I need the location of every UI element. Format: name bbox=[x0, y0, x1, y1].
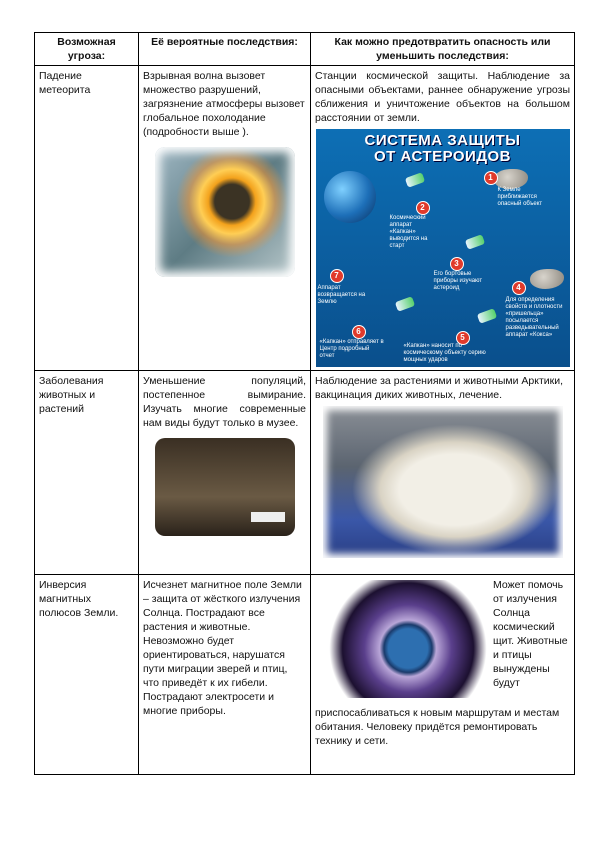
table-row bbox=[35, 371, 575, 575]
step-number: 1 bbox=[484, 171, 498, 185]
spacecraft-icon bbox=[476, 308, 496, 324]
header-threat: Возможная угроза: bbox=[35, 33, 139, 66]
prevention-cell bbox=[311, 575, 575, 775]
step-caption: «Капкан» отправляет в Центр подробный отчет bbox=[319, 339, 384, 359]
prevention-side-text: Может помочь от излучения Солнца космический щит. Животные и птицы вынуждены будут bbox=[493, 579, 568, 689]
prevention-text: Наблюдение за растениями и животными Арктики, вакцинация диких животных, лечение. bbox=[315, 375, 564, 401]
asteroid-defense-poster bbox=[316, 129, 570, 367]
table-row bbox=[35, 66, 575, 371]
threat-text: Заболевания животных и растений bbox=[39, 375, 104, 415]
spacecraft-icon bbox=[404, 172, 424, 188]
step-caption: К Земле приближается опасный объект bbox=[497, 187, 543, 207]
threats-table bbox=[34, 32, 575, 775]
consequences-text: Исчезнет магнитное поле Земли – защита от жёсткого излучения Солнца. Пострадают все растения и животные. Невозможно будет ориентироваться, нарушатся пути миграции зверей и птиц, что приведёт к их гибели. Пострадают электросети и многие приборы. bbox=[143, 579, 302, 717]
spacecraft-icon bbox=[394, 296, 414, 312]
step-number: 2 bbox=[416, 201, 430, 215]
consequences-text: Уменьшение популяций, постепенное вымирание. Изучать многие современные нам виды будут только в музее. bbox=[143, 375, 306, 429]
step-number: 7 bbox=[330, 269, 344, 283]
poster-title: СИСТЕМА ЗАЩИТЫ ОТ АСТЕРОИДОВ bbox=[364, 132, 521, 165]
prevention-cell bbox=[311, 66, 575, 371]
prevention-text: Станции космической защиты. Наблюдение за опасными объектами, раннее обнаружение угрозы сближения и уничтожение объектов на большом расстоянии от земли. bbox=[315, 70, 570, 124]
meteorite-image bbox=[155, 147, 295, 277]
step-caption: Космический аппарат «Капкан» выводится на старт bbox=[389, 215, 428, 249]
header-consequences: Её вероятные последствия: bbox=[139, 33, 311, 66]
consequences-text: Взрывная волна вызовет множество разрушений, загрязнение атмосферы вызовет глобальное похолодание (подробности выше ). bbox=[143, 70, 305, 138]
threat-cell bbox=[35, 575, 139, 775]
magnetic-field-earth-image bbox=[323, 580, 493, 698]
consequences-cell bbox=[139, 66, 311, 371]
step-caption: Его бортовые приборы изучают астероид bbox=[433, 271, 483, 291]
asteroid-icon bbox=[494, 169, 528, 189]
step-number: 4 bbox=[512, 281, 526, 295]
step-number: 5 bbox=[456, 331, 470, 345]
asteroid-icon bbox=[530, 269, 564, 289]
skeleton-museum-image bbox=[155, 438, 295, 536]
prevention-bottom-text: приспосабливаться к новым маршрутам и местам обитания. Человеку придётся ремонтировать технику и сети. bbox=[315, 707, 560, 747]
step-number: 3 bbox=[450, 257, 464, 271]
threat-text: Инверсия магнитных полюсов Земли. bbox=[39, 579, 119, 619]
threat-cell bbox=[35, 66, 139, 371]
step-caption: «Капкан» наносит по космическому объекту серию мощных ударов bbox=[403, 343, 486, 363]
step-caption: Для определения свойств и плотности «пришельца» посылается разведывательный аппарат «Кокса» bbox=[505, 297, 563, 338]
spacecraft-icon bbox=[464, 234, 484, 250]
consequences-cell bbox=[139, 371, 311, 575]
header-prevention: Как можно предотвратить опасность или уменьшить последствия: bbox=[311, 33, 575, 66]
threat-cell bbox=[35, 371, 139, 575]
threat-text: Падение метеорита bbox=[39, 70, 91, 96]
polar-bear-vet-image bbox=[323, 406, 563, 558]
earth-icon bbox=[324, 171, 376, 223]
table-row bbox=[35, 575, 575, 775]
step-number: 6 bbox=[352, 325, 366, 339]
prevention-cell bbox=[311, 371, 575, 575]
step-caption: Аппарат возвращается на Землю bbox=[317, 285, 366, 305]
header-row bbox=[35, 33, 575, 66]
consequences-cell bbox=[139, 575, 311, 775]
